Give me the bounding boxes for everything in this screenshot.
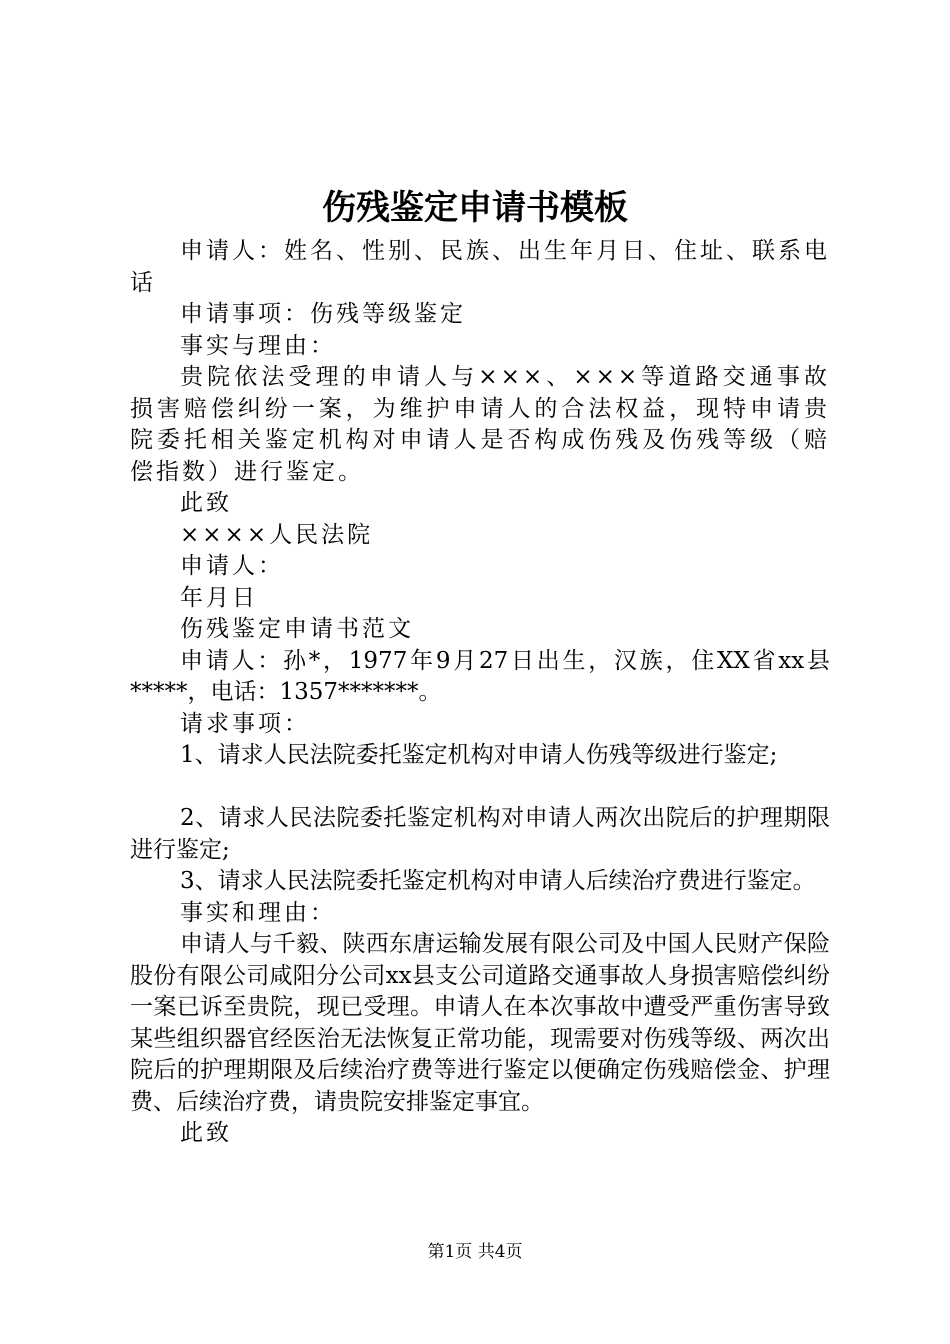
paragraph-facts-body: 贵院依法受理的申请人与×××、×××等道路交通事故损害赔偿纠纷一案，为维护申请人的合法权益，现特申请贵院委托相关鉴定机构对申请人是否构成伤残及伤残等级（赔偿指数）进行鉴定。 bbox=[130, 364, 830, 485]
page-footer: 第1页 共4页 bbox=[427, 1242, 523, 1262]
paragraph-applicant-info: 申请人：姓名、性别、民族、出生年月日、住址、联系电话 bbox=[130, 238, 830, 296]
paragraph-request-1: 1、请求人民法院委托鉴定机构对申请人伤残等级进行鉴定; bbox=[180, 742, 778, 768]
blank-line bbox=[130, 772, 830, 804]
paragraph-facts-heading: 事实与理由： bbox=[180, 332, 336, 359]
paragraph-request-heading: 请求事项： bbox=[180, 710, 310, 737]
paragraph-application-item: 申请事项：伤残等级鉴定 bbox=[180, 301, 466, 327]
paragraph-closing-salutation: 此致 bbox=[180, 1120, 232, 1146]
paragraph-reasons-heading: 事实和理由： bbox=[180, 899, 336, 926]
paragraph-reasons-body: 申请人与千毅、陕西东唐运输发展有限公司及中国人民财产保险股份有限公司咸阳分公司xx县支公司道路交通事故人身损害赔偿纠纷一案已诉至贵院，现已受理。申请人在本次事故中遭受严重伤害导致某些组织器官经医治无法恢复正常功能，现需要对伤残等级、两次出院后的护理期限及后续治疗费等进行鉴定以便确定伤残赔偿金、护理费、后续治疗费，请贵院安排鉴定事宜。 bbox=[130, 931, 830, 1115]
paragraph-date: 年月日 bbox=[180, 584, 258, 611]
document-title: 伤残鉴定申请书模板 bbox=[322, 188, 628, 228]
paragraph-salutation: 此致 bbox=[180, 490, 232, 516]
document-body bbox=[130, 236, 830, 1150]
paragraph-court-name: ××××人民法院 bbox=[180, 521, 374, 548]
paragraph-applicant-sign: 申请人： bbox=[180, 553, 284, 579]
paragraph-sample-applicant: 申请人：孙*，1977年9月27日出生，汉族，住XX省xx县*****，电话：1357*******。 bbox=[130, 647, 830, 705]
paragraph-sample-heading: 伤残鉴定申请书范文 bbox=[180, 616, 414, 642]
paragraph-request-2: 2、请求人民法院委托鉴定机构对申请人两次出院后的护理期限进行鉴定; bbox=[130, 805, 830, 863]
paragraph-request-3: 3、请求人民法院委托鉴定机构对申请人后续治疗费进行鉴定。 bbox=[180, 868, 816, 894]
